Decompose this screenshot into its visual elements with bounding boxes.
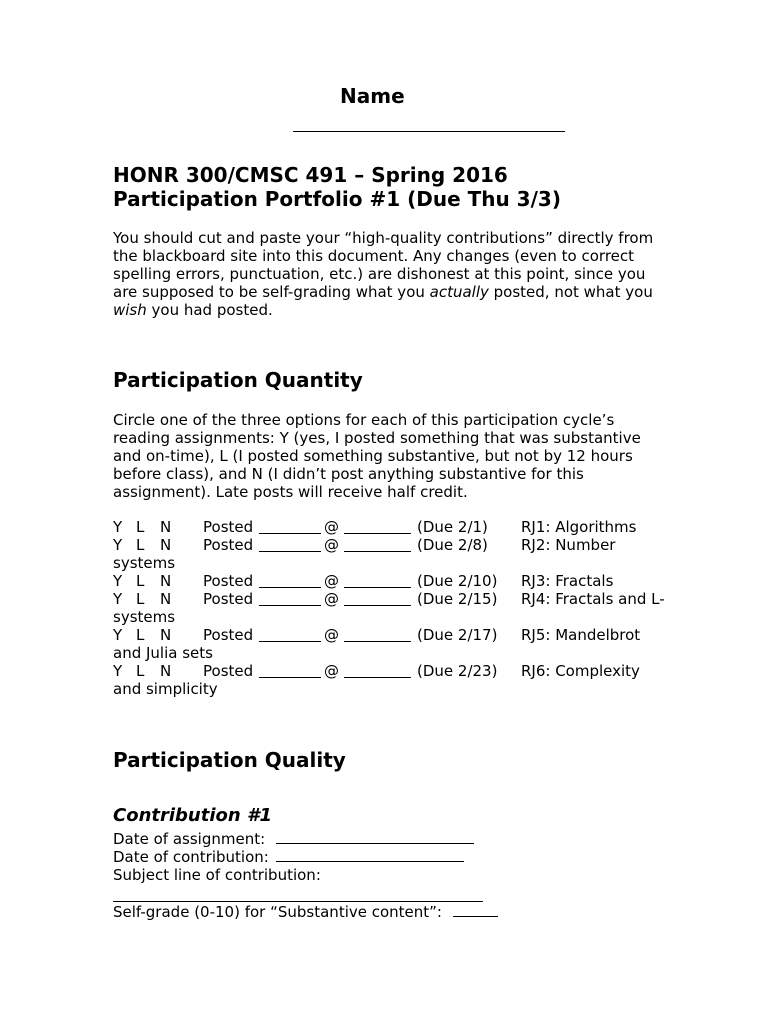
posted-label: Posted [203,518,254,536]
name-label: Name [340,84,405,108]
intro-text-2: posted, not what you [488,283,653,301]
reading-row [113,572,713,590]
date-of-contribution-field [113,848,464,866]
reading-row [113,626,713,644]
option-l[interactable]: L [136,590,145,608]
quantity-instructions: Circle one of the three options for each of this participation cycle’s reading assignments: Y (yes, I posted something that was substantive and on-time), L (I posted something substantive, but not by 12 hours before class), and N (I didn’t post anything substantive for this assignment). Late posts will receive half credit. [113,411,641,501]
posted-label: Posted [203,572,254,590]
reading-title-continued: systems [113,608,176,626]
due-date: (Due 2/1) [417,518,488,536]
subject-line-blank[interactable] [113,901,483,902]
due-date: (Due 2/23) [417,662,498,680]
option-n[interactable]: N [160,518,172,536]
reading-row [113,518,713,536]
posted-time-blank[interactable] [344,662,411,678]
option-l[interactable]: L [136,626,145,644]
quality-heading: Participation Quality [113,748,346,772]
intro-text-1: You should cut and paste your “high-quality contributions” directly from the blackboard site into this document. Any changes (even to correct spelling errors, punctuation, etc.) are dishonest at this point, since you are supposed to be self-grading what you [113,229,654,301]
posted-date-blank[interactable] [259,590,321,606]
posted-time-blank[interactable] [344,536,411,552]
self-grade-blank[interactable] [453,903,498,917]
course-title: HONR 300/CMSC 491 – Spring 2016 [113,163,508,187]
posted-label: Posted [203,626,254,644]
option-y[interactable]: Y [113,518,123,536]
name-input-line[interactable] [293,131,565,132]
date-of-assignment-label: Date of assignment: [113,830,266,848]
option-l[interactable]: L [136,662,145,680]
option-n[interactable]: N [160,626,172,644]
posted-time-blank[interactable] [344,518,411,534]
reading-title-continued: and Julia sets [113,644,213,662]
intro-emphasis-actually: actually [429,283,489,301]
at-symbol: @ [324,518,339,536]
due-date: (Due 2/10) [417,572,498,590]
at-symbol: @ [324,662,339,680]
at-symbol: @ [324,536,339,554]
option-y[interactable]: Y [113,662,123,680]
contribution-title: Contribution #1 [113,805,273,826]
reading-title-continued: systems [113,554,176,572]
posted-label: Posted [203,536,254,554]
self-grade-field [113,903,498,921]
self-grade-label: Self-grade (0-10) for “Substantive content”: [113,903,442,921]
subject-line-label: Subject line of contribution: [113,866,321,884]
posted-date-blank[interactable] [259,518,321,534]
reading-title: RJ3: Fractals [521,572,614,590]
intro-paragraph [113,229,673,319]
posted-label: Posted [203,590,254,608]
reading-title: RJ6: Complexity [521,662,640,680]
posted-time-blank[interactable] [344,626,411,642]
intro-text-3: you had posted. [146,301,273,319]
posted-date-blank[interactable] [259,536,321,552]
posted-date-blank[interactable] [259,662,321,678]
at-symbol: @ [324,572,339,590]
reading-row [113,536,713,554]
due-date: (Due 2/15) [417,590,498,608]
option-y[interactable]: Y [113,590,123,608]
option-n[interactable]: N [160,536,172,554]
posted-date-blank[interactable] [259,626,321,642]
reading-title: RJ5: Mandelbrot [521,626,641,644]
option-l[interactable]: L [136,518,145,536]
intro-emphasis-wish: wish [113,301,147,319]
option-l[interactable]: L [136,536,145,554]
reading-row [113,662,713,680]
reading-title: RJ2: Number [521,536,616,554]
option-y[interactable]: Y [113,626,123,644]
posted-time-blank[interactable] [344,590,411,606]
quantity-heading: Participation Quantity [113,368,363,392]
reading-title: RJ4: Fractals and L- [521,590,665,608]
posted-label: Posted [203,662,254,680]
at-symbol: @ [324,590,339,608]
option-y[interactable]: Y [113,536,123,554]
option-l[interactable]: L [136,572,145,590]
date-of-assignment-blank[interactable] [276,830,474,844]
option-y[interactable]: Y [113,572,123,590]
reading-title-continued: and simplicity [113,680,218,698]
due-date: (Due 2/8) [417,536,488,554]
date-of-contribution-label: Date of contribution: [113,848,269,866]
date-of-assignment-field [113,830,474,848]
subject-line-field [113,866,321,884]
date-of-contribution-blank[interactable] [276,848,464,862]
portfolio-title: Participation Portfolio #1 (Due Thu 3/3) [113,187,561,211]
option-n[interactable]: N [160,572,172,590]
option-n[interactable]: N [160,590,172,608]
at-symbol: @ [324,626,339,644]
due-date: (Due 2/17) [417,626,498,644]
option-n[interactable]: N [160,662,172,680]
posted-date-blank[interactable] [259,572,321,588]
reading-row [113,590,713,608]
posted-time-blank[interactable] [344,572,411,588]
reading-title: RJ1: Algorithms [521,518,637,536]
